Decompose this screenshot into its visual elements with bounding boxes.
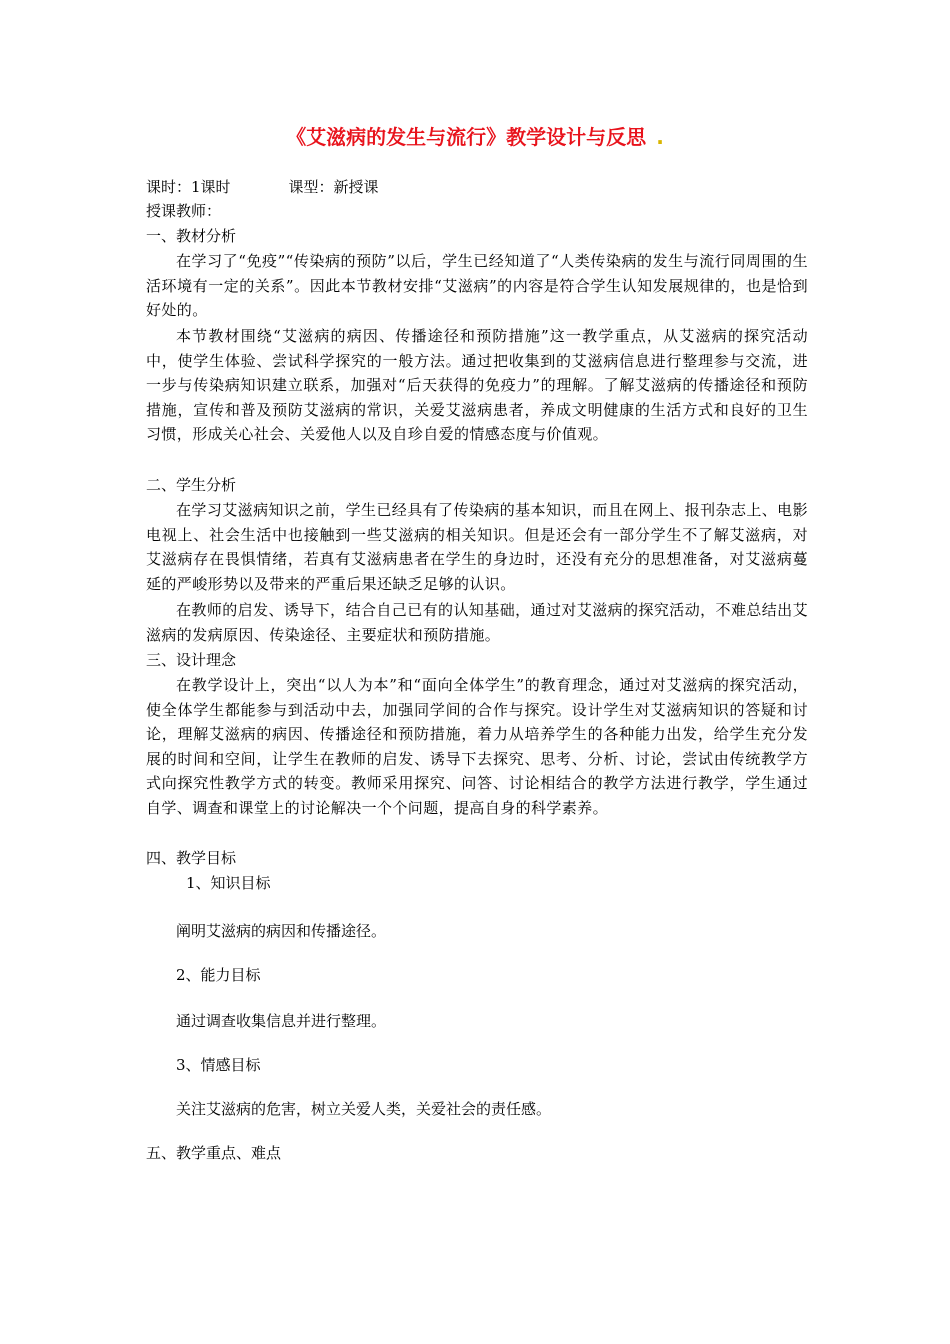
goal-1-text: 阐明艾滋病的病因和传播途径。 bbox=[176, 922, 387, 940]
meta-row bbox=[146, 176, 379, 198]
goal-2-heading: 2、能力目标 bbox=[176, 966, 261, 984]
section-heading-3: 三、设计理念 bbox=[146, 651, 237, 669]
class-type: 课型：新授课 bbox=[288, 178, 379, 196]
section-2-paragraph-1: 在学习艾滋病知识之前，学生已经具有了传染病的基本知识，而且在网上、报刊杂志上、电影电视上、社会生活中也接触到一些艾滋病的相关知识。但是还会有一部分学生不了解艾滋病，对艾滋病存在畏惧情绪，若真有艾滋病患者在学生的身边时，还没有充分的思想准备，对艾滋病蔓延的严峻形势以及带来的严重后果还缺乏足够的认识。 bbox=[146, 501, 808, 593]
section-heading-4: 四、教学目标 bbox=[146, 849, 237, 867]
goal-2-text: 通过调查收集信息并进行整理。 bbox=[176, 1012, 387, 1030]
section-heading-5: 五、教学重点、难点 bbox=[146, 1144, 282, 1162]
section-heading-1: 一、教材分析 bbox=[146, 227, 237, 245]
section-heading-2: 二、学生分析 bbox=[146, 476, 237, 494]
section-1-paragraph-1: 在学习了“免疫”“传染病的预防”以后，学生已经知道了“人类传染病的发生与流行同周围的生活环境有一定的关系”。因此本节教材安排“艾滋病”的内容是符合学生认知发展规律的，也是恰到好处的。 bbox=[146, 252, 808, 320]
section-3-paragraph-1: 在教学设计上，突出“以人为本”和“面向全体学生”的教育理念，通过对艾滋病的探究活动，使全体学生都能参与到活动中去，加强同学间的合作与探究。设计学生对艾滋病知识的答疑和讨论，理解艾滋病的病因、传播途径和预防措施，着力从培养学生的各种能力出发，给学生充分发展的时间和空间，让学生在教师的启发、诱导下去探究、思考、分析、讨论，尝试由传统教学方式向探究性教学方式的转变。教师采用探究、问答、讨论相结合的教学方法进行教学，学生通过自学、调查和课堂上的讨论解决一个个问题，提高自身的科学素养。 bbox=[146, 676, 808, 817]
goal-3-heading: 3、情感目标 bbox=[176, 1056, 261, 1074]
goal-3-text: 关注艾滋病的危害，树立关爱人类，关爱社会的责任感。 bbox=[176, 1100, 552, 1118]
goal-1-heading: 1、知识目标 bbox=[186, 874, 271, 892]
section-2-paragraph-2: 在教师的启发、诱导下，结合自己已有的认知基础，通过对艾滋病的探究活动，不难总结出艾滋病的发病原因、传染途径、主要症状和预防措施。 bbox=[146, 601, 808, 644]
teacher-label: 授课教师： bbox=[146, 202, 222, 220]
title-text: 《艾滋病的发生与流行》教学设计与反思 bbox=[286, 125, 647, 149]
section-1-paragraph-2: 本节教材围绕“艾滋病的病因、传播途径和预防措施”这一教学重点，从艾滋病的探究活动中，使学生体验、尝试科学探究的一般方法。通过把收集到的艾滋病信息进行整理参与交流，进一步与传染病知识建立联系，加强对“后天获得的免疫力”的理解。了解艾滋病的传播途径和预防措施，宣传和普及预防艾滋病的常识，关爱艾滋病患者，养成文明健康的生活方式和良好的卫生习惯，形成关心社会、关爱他人以及自珍自爱的情感态度与价值观。 bbox=[146, 327, 808, 444]
title-mark: . bbox=[656, 125, 664, 149]
document-title bbox=[0, 124, 950, 150]
class-hours: 课时：1课时 bbox=[146, 178, 231, 196]
